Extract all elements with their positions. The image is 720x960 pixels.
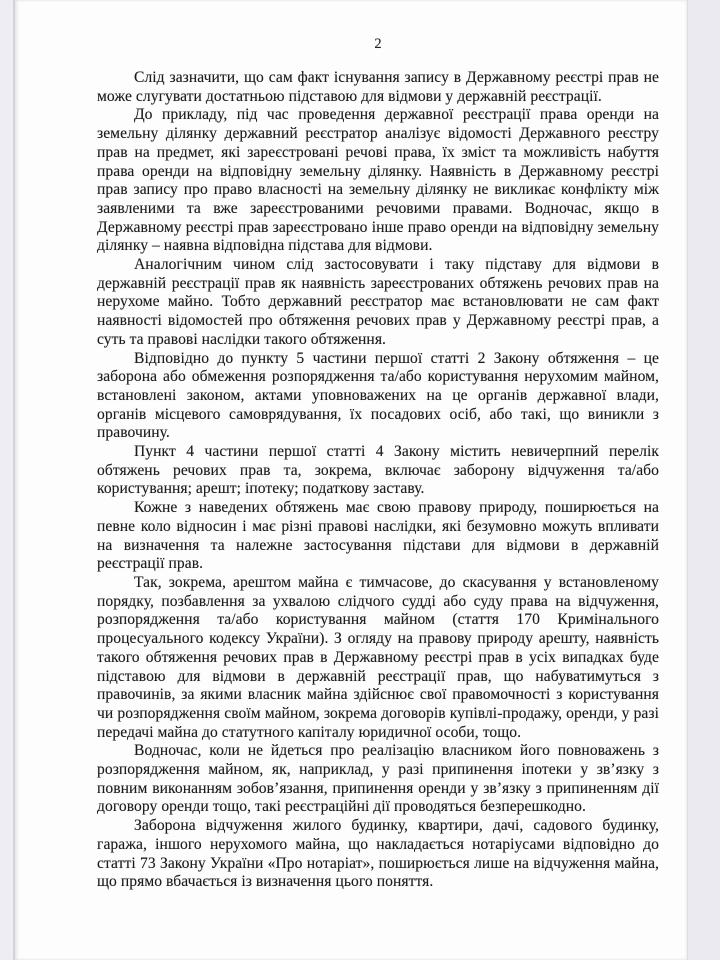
paragraph: Відповідно до пункту 5 частини першої статті 2 Закону обтяження – це заборона або обмеження розпорядження та/або користування нерухомим майном, встановлені законом, актами уповноважених на це органів державної влади, органів місцевого самоврядування, їх посадових осіб, або такі, що виникли з правочину. xyxy=(97,349,659,442)
paragraph: Кожне з наведених обтяжень має свою правову природу, поширюється на певне коло відносин і має різні правові наслідки, які безумовно можуть впливати на визначення та належне застосування підстави для відмови в державній реєстрації прав. xyxy=(97,499,659,573)
paragraph: Заборона відчуження жилого будинку, квартири, дачі, садового будинку, гаража, іншого нерухомого майна, що накладається нотаріусами відповідно до статті 73 Закону України «Про нотаріат», поширюється лише на відчуження майна, що прямо вбачається із визначення цього поняття. xyxy=(97,817,659,891)
paragraph: Пункт 4 частини першої статті 4 Закону містить невичерпний перелік обтяжень речових прав та, зокрема, включає заборону відчуження та/або користування; арешт; іпотеку; податкову заставу. xyxy=(97,443,659,498)
paragraph: До прикладу, під час проведення державної реєстрації права оренди на земельну ділянку державний реєстратор аналізує відомості Державного реєстру прав на предмет, які зареєстровані речові права, їх зміст та можливість набуття права оренди на відповідну земельну ділянку. Наявність в Державному реєстрі прав запису про право власності на земельну ділянку не викликає конфлікту між заявленими та вже зареєстрованими речовими правами. Водночас, якщо в Державному реєстрі прав зареєстровано інше право оренди на відповідну земельну ділянку – наявна відповідна підстава для відмови. xyxy=(97,106,659,255)
page-number: 2 xyxy=(374,36,382,52)
paragraph: Водночас, коли не йдеться про реалізацію власником його повноважень з розпорядження майном, як, наприклад, у разі припинення іпотеки у зв’язку з повним виконанням зобов’язання, припинення оренди у зв’язку з припиненням дії договору оренди тощо, такі реєстраційні дії проводяться безперешкодно. xyxy=(97,742,659,816)
paragraph: Так, зокрема, арештом майна є тимчасове, до скасування у встановленому порядку, позбавлення за ухвалою слідчого судді або суду права на відчуження, розпорядження та/або користування майном (стаття 170 Кримінального процесуального кодексу України). З огляду на правову природу арешту, наявність такого обтяження речових прав в Державному реєстрі прав в усіх випадках буде підставою для відмови в державній реєстрації прав, що набуватимуться з правочинів, за якими власник майна здійснює свої правомочності з користування чи розпорядження своїм майном, зокрема договорів купівлі-продажу, оренди, у разі передачі майна до статутного капіталу юридичної особи, тощо. xyxy=(97,573,659,741)
document-page xyxy=(13,0,688,960)
page-content xyxy=(97,0,659,892)
document-body xyxy=(97,69,659,892)
paragraph: Аналогічним чином слід застосовувати і таку підставу для відмови в державній реєстрації прав як наявність зареєстрованих обтяжень речових прав на нерухоме майно. Тобто державний реєстратор має встановлювати не сам факт наявності відомостей про обтяження речових прав у Державному реєстрі прав, а суть та правові наслідки такого обтяження. xyxy=(97,256,659,348)
paragraph: Слід зазначити, що сам факт існування запису в Державному реєстрі прав не може слугувати достатньою підставою для відмови у державній реєстрації. xyxy=(97,69,659,105)
